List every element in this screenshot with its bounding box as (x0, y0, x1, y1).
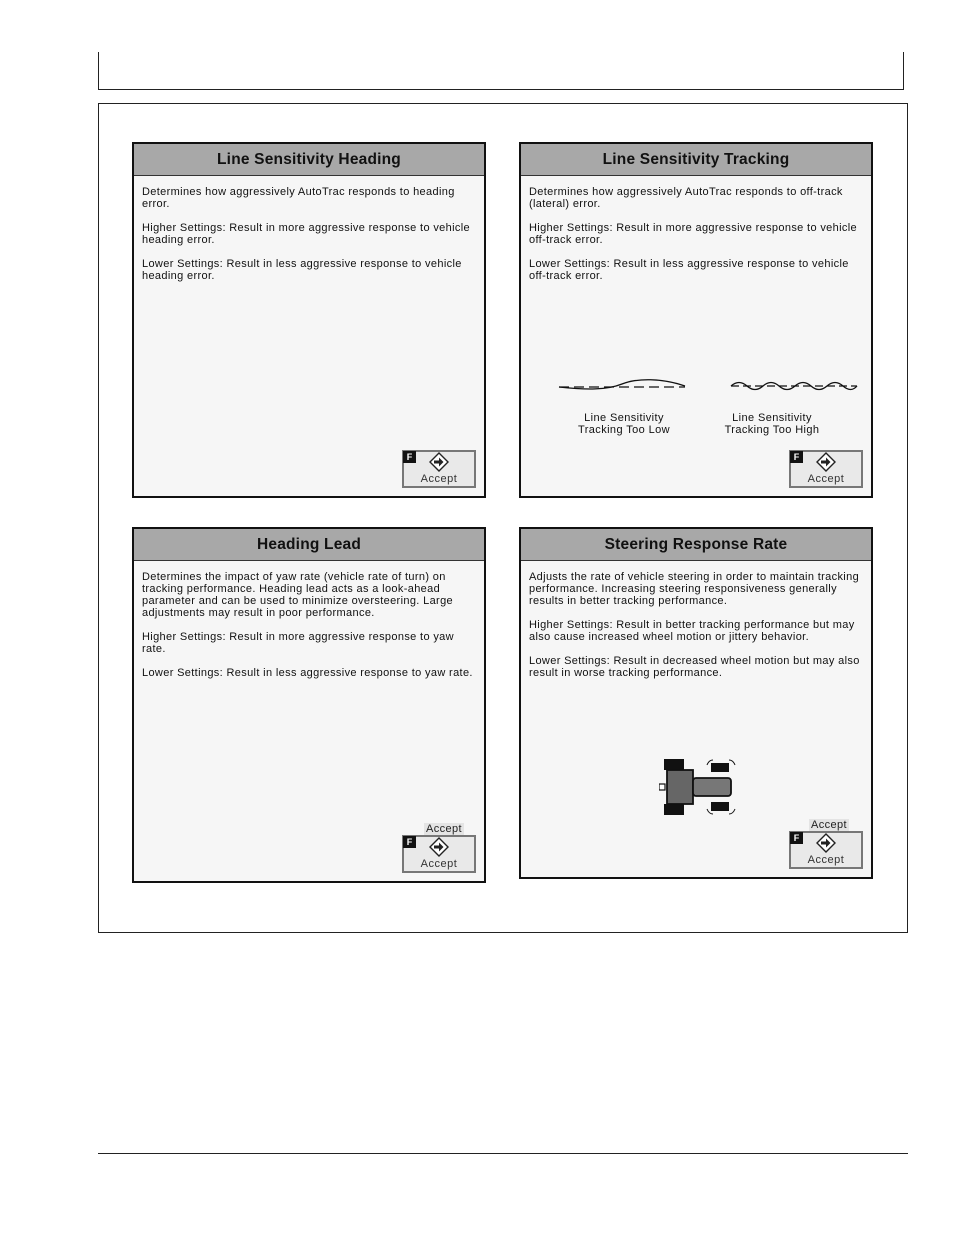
higher-settings-paragraph: Higher Settings: Result in better tracking performance but may also cause increased wheel motion or jittery behavior. (529, 619, 855, 643)
panel-line-sensitivity-heading (132, 142, 486, 498)
panel-steering-response-rate (519, 527, 873, 879)
panel-title: Steering Response Rate (521, 529, 871, 561)
panel-description (134, 561, 484, 679)
tractor-top-view-icon (659, 757, 741, 817)
higher-settings-paragraph: Higher Settings: Result in more aggressive response to vehicle off-track error. (529, 222, 858, 246)
accept-button-label: Accept (420, 473, 458, 485)
arrow-right-circle-icon (429, 452, 449, 472)
accept-button-label: Accept (420, 858, 458, 870)
panel-description (134, 176, 484, 282)
tracking-too-low-label: Line Sensitivity Tracking Too Low (578, 412, 670, 436)
arrow-right-circle-icon (816, 833, 836, 853)
accept-button[interactable] (402, 450, 476, 488)
accept-button[interactable] (789, 831, 863, 869)
lower-settings-paragraph: Lower Settings: Result in less aggressive response to yaw rate. (142, 667, 473, 679)
panel-title: Line Sensitivity Tracking (521, 144, 871, 176)
accept-button[interactable] (789, 450, 863, 488)
description-paragraph: Determines how aggressively AutoTrac responds to heading error. (142, 186, 455, 210)
panel-title: Line Sensitivity Heading (134, 144, 484, 176)
accept-button-label: Accept (807, 473, 845, 485)
f-key-badge: F (790, 832, 803, 844)
lower-settings-paragraph: Lower Settings: Result in less aggressive response to vehicle heading error. (142, 258, 462, 282)
description-paragraph: Adjusts the rate of vehicle steering in order to maintain tracking performance. Increasing steering responsiveness generally results in better tracking performance. (529, 571, 860, 607)
panel-title: Heading Lead (134, 529, 484, 561)
higher-settings-paragraph: Higher Settings: Result in more aggressive response to yaw rate. (142, 631, 454, 655)
f-key-badge: F (403, 451, 416, 463)
lower-settings-paragraph: Lower Settings: Result in less aggressive response to vehicle off-track error. (529, 258, 849, 282)
description-paragraph: Determines the impact of yaw rate (vehicle rate of turn) on tracking performance. Heading lead acts as a look-ahead parameter and can be used to minimize oversteering. Large adjustments may result in poor performance. (142, 571, 453, 619)
lower-settings-paragraph: Lower Settings: Result in decreased wheel motion but may also result in worse tracking performance. (529, 655, 860, 679)
arrow-right-circle-icon (816, 452, 836, 472)
accept-button-label: Accept (807, 854, 845, 866)
panel-line-sensitivity-tracking (519, 142, 873, 498)
accept-tooltip: Accept (425, 823, 462, 835)
description-paragraph: Determines how aggressively AutoTrac responds to off-track (lateral) error. (529, 186, 843, 210)
panel-description (521, 561, 871, 679)
f-key-badge: F (403, 836, 416, 848)
page-header-box (98, 52, 904, 90)
higher-settings-paragraph: Higher Settings: Result in more aggressive response to vehicle heading error. (142, 222, 471, 246)
tracking-too-high-diagram (729, 376, 859, 394)
arrow-right-circle-icon (429, 837, 449, 857)
accept-button[interactable] (402, 835, 476, 873)
accept-tooltip: Accept (810, 819, 847, 831)
panel-description (521, 176, 871, 282)
panel-heading-lead (132, 527, 486, 883)
tracking-too-low-diagram (557, 376, 689, 394)
tracking-too-high-label: Line Sensitivity Tracking Too High (724, 412, 820, 436)
footer-rule (98, 1153, 908, 1154)
f-key-badge: F (790, 451, 803, 463)
